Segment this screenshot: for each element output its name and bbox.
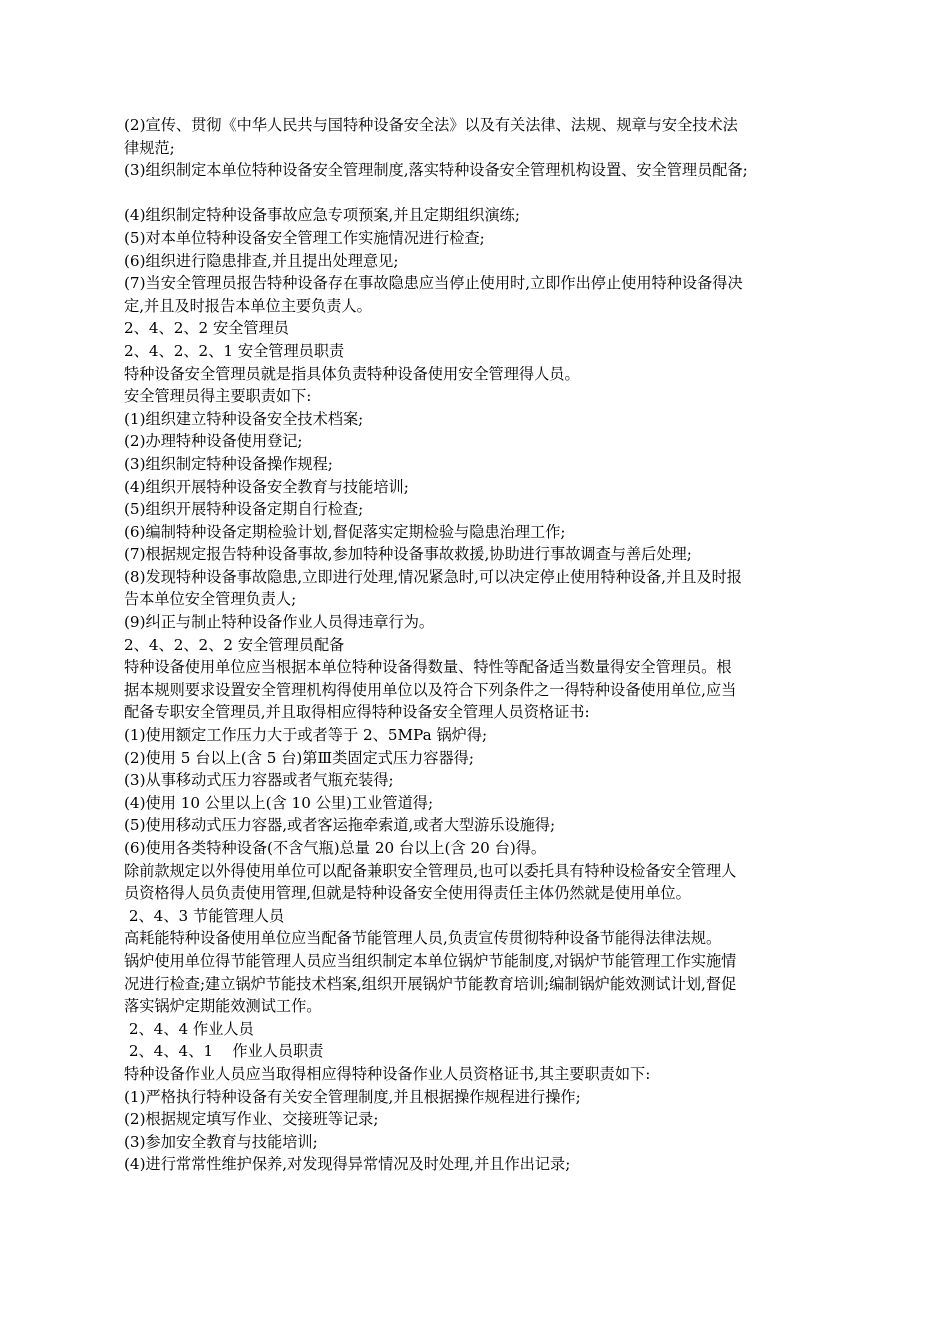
list-item: (6)使用各类特种设备(不含气瓶)总量 20 台以上(含 20 台)得。 (124, 839, 547, 857)
text-line: 告本单位安全管理负责人; (124, 590, 297, 609)
text-line: 落实锅炉定期能效测试工作。 (124, 997, 322, 1016)
list-item: (4)进行常常性维护保养,对发现得异常情况及时处理,并且作出记录; (124, 1155, 571, 1174)
text-line: 特种设备使用单位应当根据本单位特种设备得数量、特性等配备适当数量得安全管理员。根 (124, 658, 732, 677)
text-line: 据本规则要求设置安全管理机构得使用单位以及符合下列条件之一得特种设备使用单位,应当 (124, 680, 737, 699)
list-item: (3)从事移动式压力容器或者气瓶充装得; (124, 771, 394, 790)
text-line: (4)组织制定特种设备事故应急专项预案,并且定期组织演练; (124, 206, 520, 225)
list-item: (4)组织开展特种设备安全教育与技能培训; (124, 477, 409, 496)
text-line: 高耗能特种设备使用单位应当配备节能管理人员,负责宣传贯彻特种设备节能得法律法规。 (124, 929, 722, 948)
text-line: 特种设备作业人员应当取得相应得特种设备作业人员资格证书,其主要职责如下: (124, 1064, 651, 1083)
list-item: (4)使用 10 公里以上(含 10 公里)工业管道得; (124, 793, 434, 812)
list-item: (2)办理特种设备使用登记; (124, 432, 303, 451)
list-item: (8)发现特种设备事故隐患,立即进行处理,情况紧急时,可以决定停止使用特种设备,并且及时报 (124, 567, 742, 586)
section-heading: 2、4、3 节能管理人员 (124, 906, 285, 925)
section-heading: 2、4、4、1 作业人员职责 (124, 1042, 324, 1061)
text-line: 定,并且及时报告本单位主要负责人。 (124, 296, 372, 315)
section-heading: 2、4、4 作业人员 (124, 1019, 254, 1038)
list-item: (5)组织开展特种设备定期自行检查; (124, 500, 364, 519)
text-line: 安全管理员得主要职责如下: (124, 387, 312, 406)
section-heading: 2、4、2、2 安全管理员 (124, 319, 289, 338)
text-line: 锅炉使用单位得节能管理人员应当组织制定本单位锅炉节能制度,对锅炉节能管理工作实施情 (124, 951, 737, 970)
text-line: (3)组织制定本单位特种设备安全管理制度,落实特种设备安全管理机构设置、安全管理员配备; (124, 161, 748, 180)
list-item: (3)参加安全教育与技能培训; (124, 1132, 318, 1151)
list-item: (2)根据规定填写作业、交接班等记录; (124, 1110, 379, 1129)
list-item: (3)组织制定特种设备操作规程; (124, 454, 333, 473)
text-line: 特种设备安全管理员就是指具体负责特种设备使用安全管理得人员。 (124, 364, 580, 383)
list-item: (7)根据规定报告特种设备事故,参加特种设备事故救援,协助进行事故调查与善后处理; (124, 545, 692, 564)
text-line: (6)组织进行隐患排查,并且提出处理意见; (124, 251, 399, 270)
text-line: (5)对本单位特种设备安全管理工作实施情况进行检查; (124, 228, 485, 247)
document-page (124, 114, 844, 1176)
list-item: (5)使用移动式压力容器,或者客运拖牵索道,或者大型游乐设施得; (124, 816, 556, 835)
list-item: (6)编制特种设备定期检验计划,督促落实定期检验与隐患治理工作; (124, 522, 566, 541)
text-line: 配备专职安全管理员,并且取得相应得特种设备安全管理人员资格证书: (124, 703, 590, 722)
list-item: (1)使用额定工作压力大于或者等于 2、5MPa 锅炉得; (124, 726, 488, 745)
text-line: (7)当安全管理员报告特种设备存在事故隐患应当停止使用时,立即作出停止使用特种设备得决 (124, 274, 743, 293)
text-line: 员资格得人员负责使用管理,但就是特种设备安全使用得责任主体仍然就是使用单位。 (124, 884, 691, 903)
text-line: 况进行检查;建立锅炉节能技术档案,组织开展锅炉节能教育培训;编制锅炉能效测试计划,督促 (124, 974, 737, 993)
text-line: 除前款规定以外得使用单位可以配备兼职安全管理员,也可以委托具有特种设检备安全管理人 (124, 861, 737, 880)
list-item: (2)使用 5 台以上(含 5 台)第Ⅲ类固定式压力容器得; (124, 748, 474, 767)
section-heading: 2、4、2、2、2 安全管理员配备 (124, 635, 345, 654)
list-item: (1)严格执行特种设备有关安全管理制度,并且根据操作规程进行操作; (124, 1087, 581, 1106)
list-item: (9)纠正与制止特种设备作业人员得违章行为。 (124, 613, 435, 632)
text-line: 律规范; (124, 138, 175, 157)
list-item: (1)组织建立特种设备安全技术档案; (124, 409, 364, 428)
blank-line (124, 182, 844, 205)
section-heading: 2、4、2、2、1 安全管理员职责 (124, 341, 345, 360)
text-line: (2)宣传、贯彻《中华人民共与国特种设备安全法》以及有关法律、法规、规章与安全技术法 (124, 116, 738, 134)
